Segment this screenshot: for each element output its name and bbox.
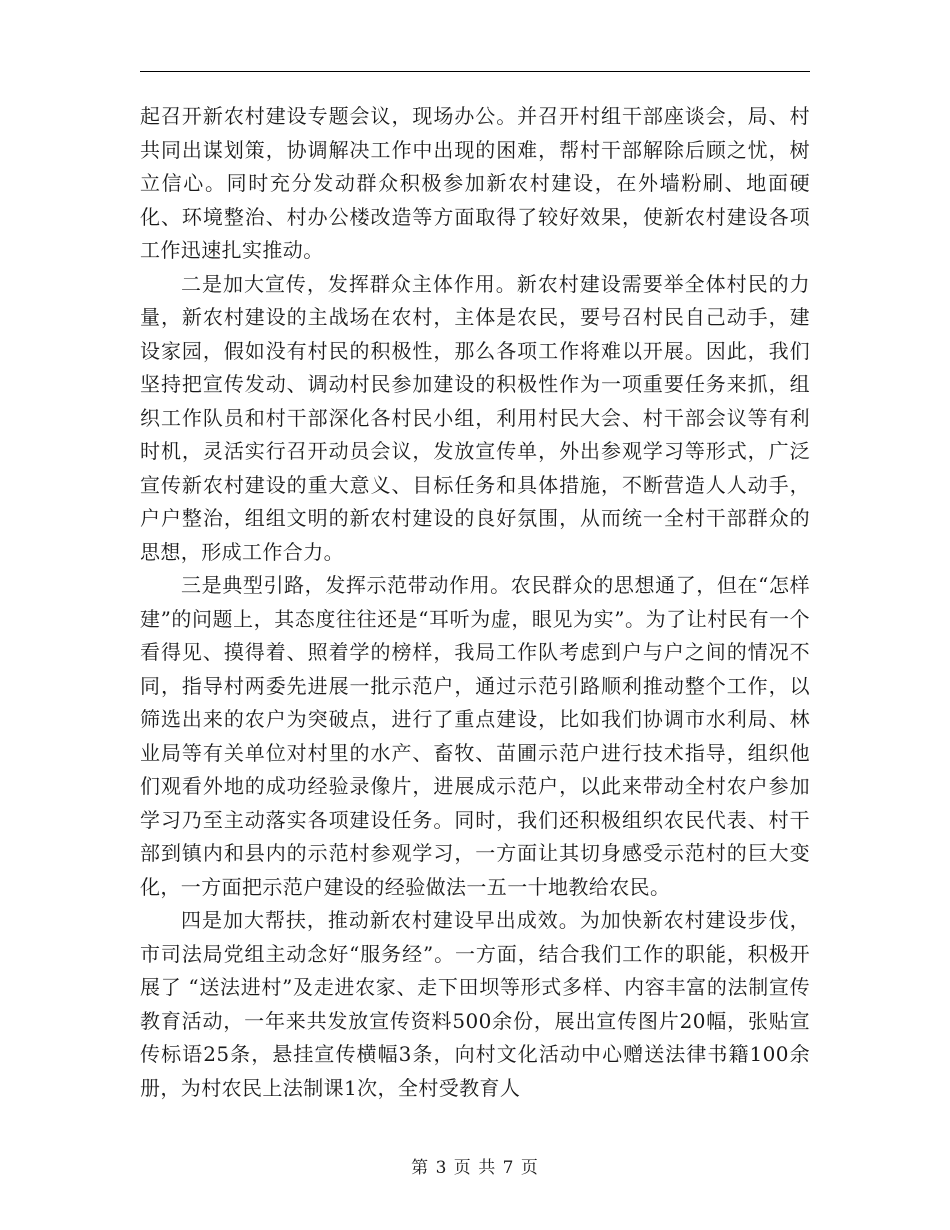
paragraph-4: 四是加大帮扶，推动新农村建设早出成效。为加快新农村建设步伐，市司法局党组主动念好“服务经”。一方面，结合我们工作的职能，积极开展了 “送法进村”及走进农家、走下田坝等形式多样、内容丰富的法制宣传教育活动，一年来共发放宣传资料500余份，展出宣传图片20幅，张贴宣传标语25条，悬挂宣传横幅3条，向村文化活动中心赠送法律书籍100余册，为村农民上法制课1次，全村受教育人 xyxy=(140,908,810,1100)
paragraph-3: 三是典型引路，发挥示范带动作用。农民群众的思想通了，但在“怎样建”的问题上，其态度往往还是“耳听为虚，眼见为实”。为了让村民有一个看得见、摸得着、照着学的榜样，我局工作队考虑到户与户之间的情况不同，指导村两委先进展一批示范户，通过示范引路顺利推动整个工作，以筛选出来的农户为突破点，进行了重点建设，比如我们协调市水利局、林业局等有关单位对村里的水产、畜牧、苗圃示范户进行技术指导，组织他们观看外地的成功经验录像片，进展成示范户，以此来带动全村农户参加学习乃至主动落实各项建设任务。同时，我们还积极组织农民代表、村干部到镇内和县内的示范村参观学习，一方面让其切身感受示范村的巨大变化，一方面把示范户建设的经验做法一五一十地教给农民。 xyxy=(140,573,810,899)
paragraph-1: 起召开新农村建设专题会议，现场办公。并召开村组干部座谈会，局、村共同出谋划策，协调解决工作中出现的困难，帮村干部解除后顾之忧，树立信心。同时充分发动群众积极参加新农村建设，在外墙粉刷、地面硬化、环境整治、村办公楼改造等方面取得了较好效果，使新农村建设各项工作迅速扎实推动。 xyxy=(140,104,810,262)
page-number-label: 第 3 页 共 7 页 xyxy=(411,1158,539,1178)
paragraph-2: 二是加大宣传，发挥群众主体作用。新农村建设需要举全体村民的力量，新农村建设的主战场在农村，主体是农民，要号召村民自己动手，建设家园，假如没有村民的积极性，那么各项工作将难以开展。因此，我们坚持把宣传发动、调动村民参加建设的积极性作为一项重要任务来抓，组织工作队员和村干部深化各村民小组，利用村民大会、村干部会议等有利时机，灵活实行召开动员会议，发放宣传单，外出参观学习等形式，广泛宣传新农村建设的重大意义、目标任务和具体措施，不断营造人人动手，户户整治，组组文明的新农村建设的良好氛围，从而统一全村干部群众的思想，形成工作合力。 xyxy=(140,271,810,564)
document-body xyxy=(140,100,810,1105)
page-footer xyxy=(0,1153,950,1178)
header-rule xyxy=(140,71,810,72)
